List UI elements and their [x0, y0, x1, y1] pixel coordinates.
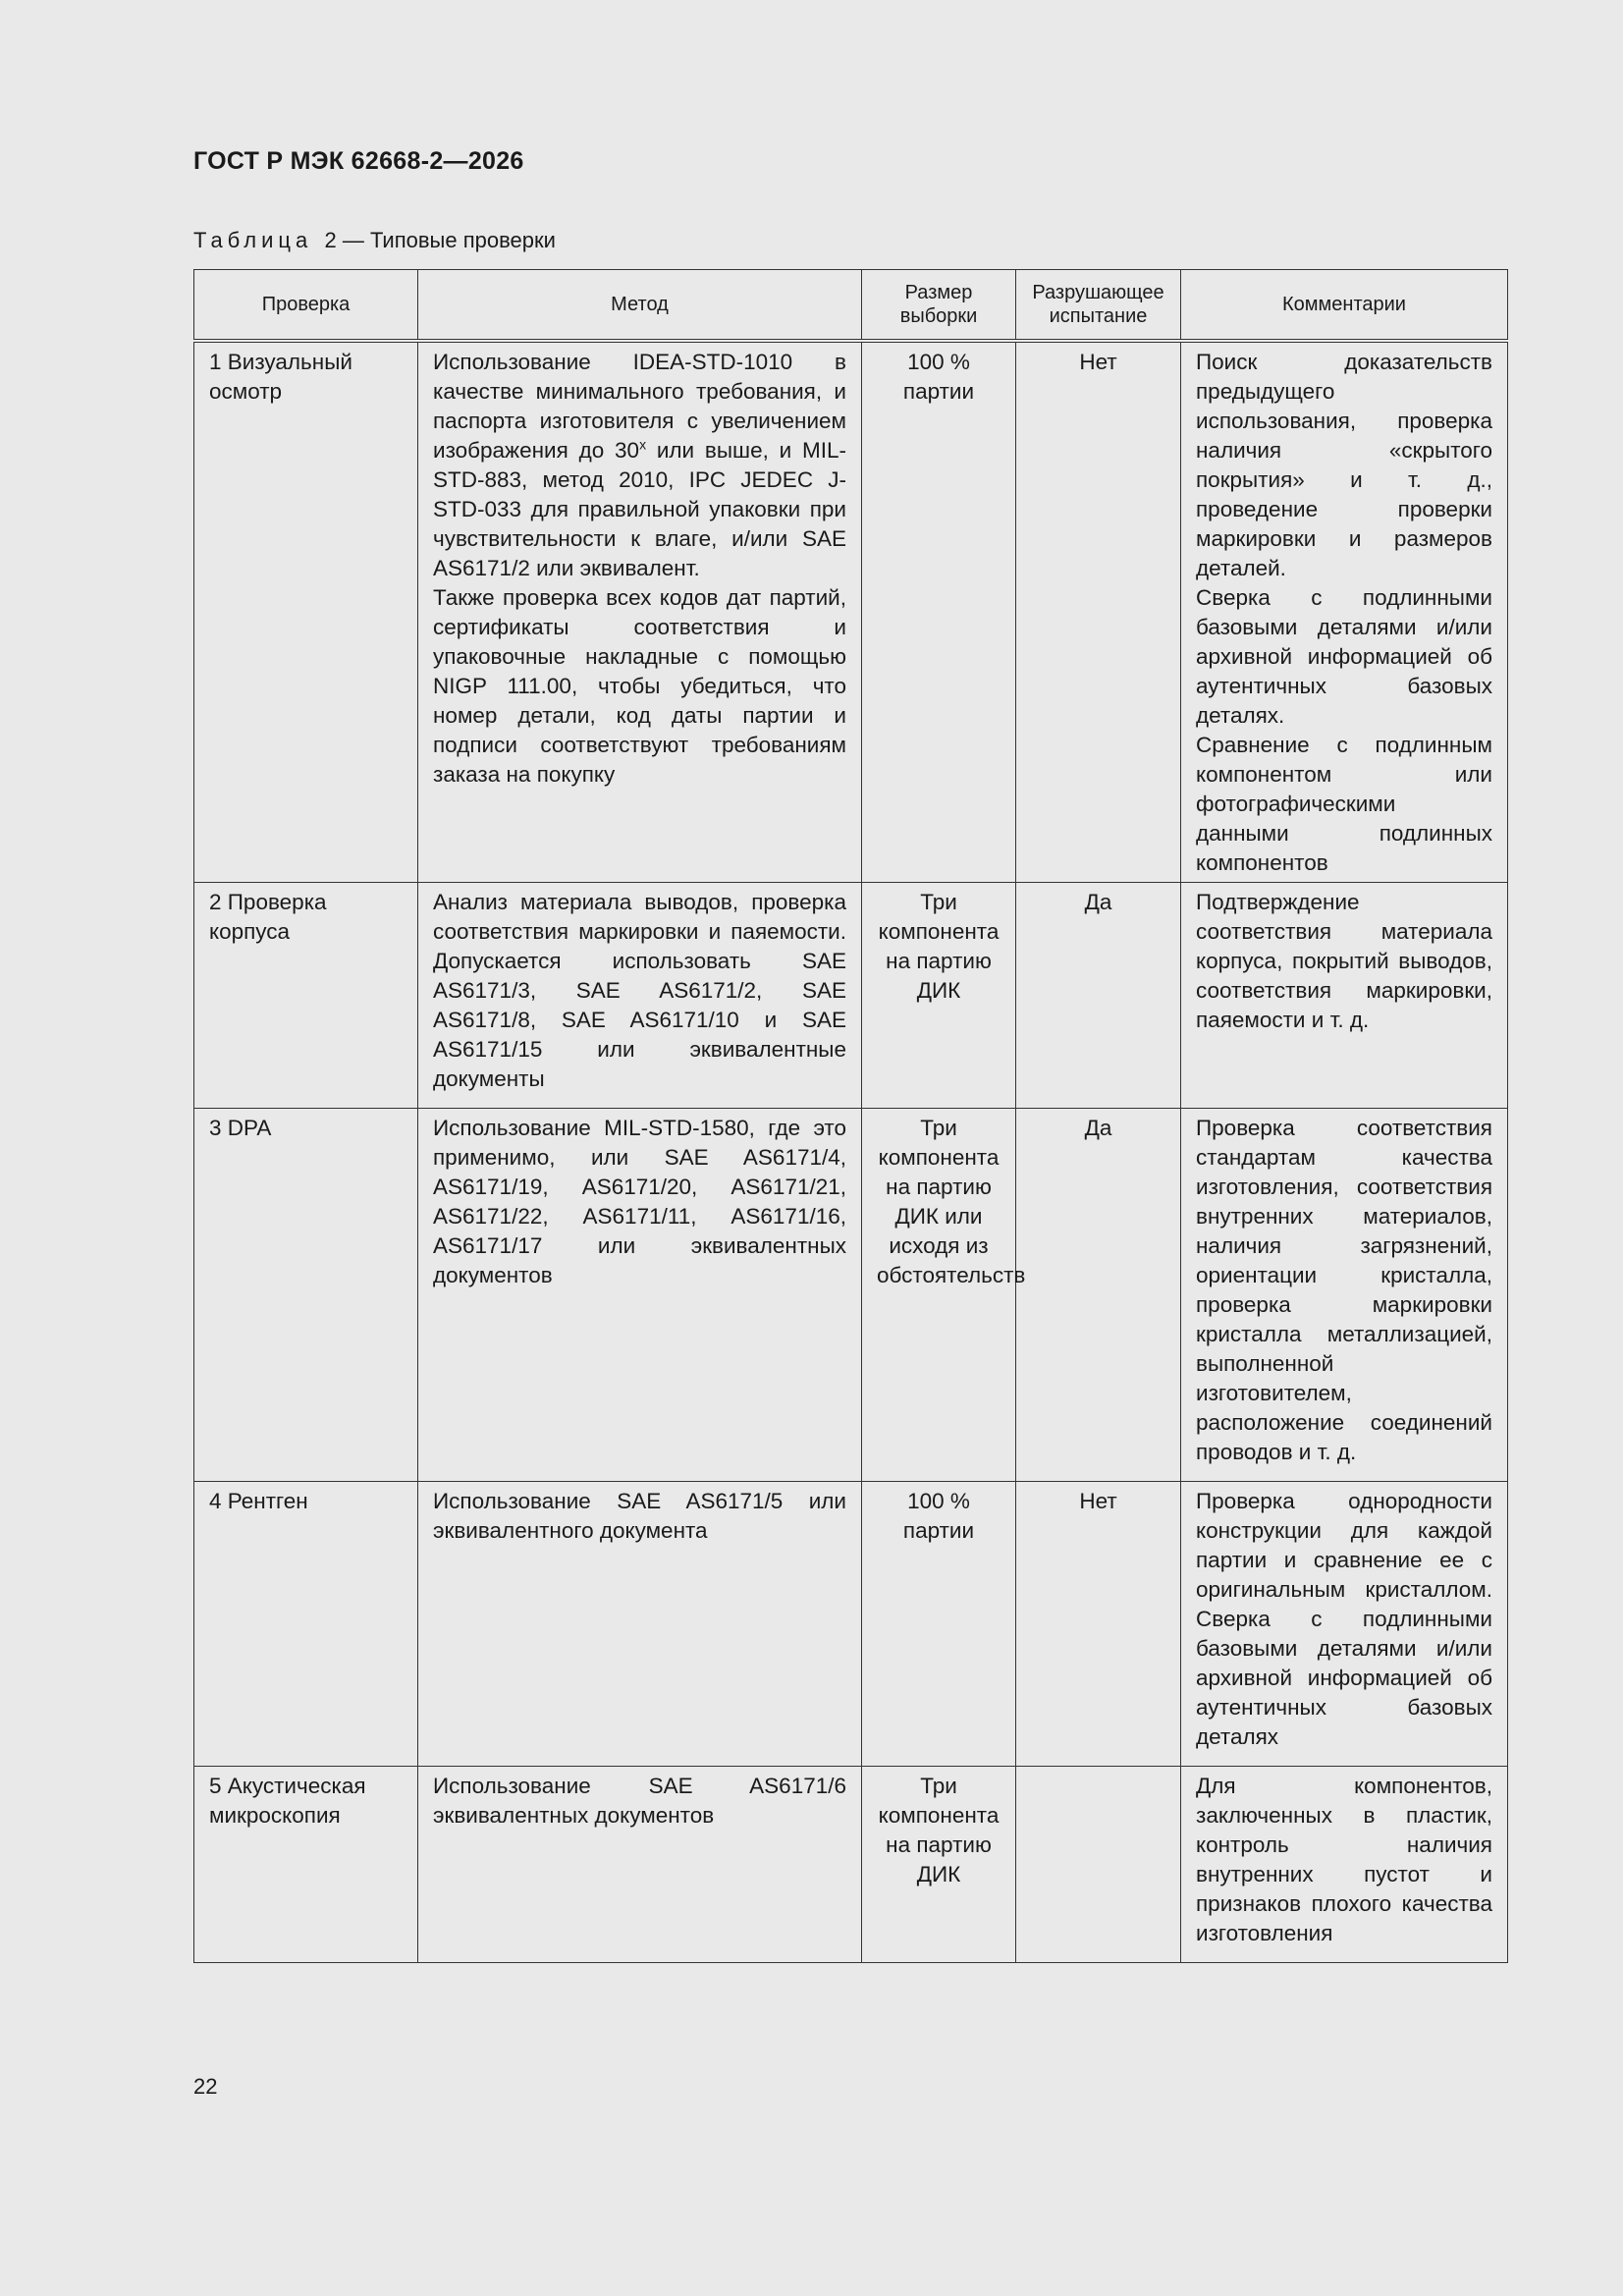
method-text: Использование IDEA-STD-1010 в качестве минимального требования, и паспорта изготовителя с увеличением изображения до 30 — [433, 350, 846, 463]
cell-sample-size: Три компонента на партию ДИК или исходя из обстоятельств — [862, 1109, 1016, 1482]
cell-method: Анализ материала выводов, проверка соответствия маркировки и паяемости. Допускается использовать SAE AS6171/3, SAE AS6171/2, SAE AS6171/8, SAE AS6171/10 и SAE AS6171/15 или эквивалентные документы — [418, 883, 862, 1109]
comment-paragraph: Сверка с подлинными базовыми деталями и/или архивной информацией об аутентичных базовых деталях. — [1196, 585, 1492, 728]
header-destructive-line2: испытание — [1049, 305, 1148, 327]
cell-comment: Для компонентов, заключенных в пластик, контроль наличия внутренних пустот и признаков плохого качества изготовления — [1181, 1767, 1508, 1963]
cell-destructive: Нет — [1016, 341, 1181, 883]
header-destructive-line1: Разрушающее — [1032, 282, 1164, 303]
table-caption — [193, 228, 556, 253]
header-comments — [1181, 270, 1508, 342]
cell-check: 5 Акустическая микроскопия — [194, 1767, 418, 1963]
cell-comment: Проверка однородности конструкции для каждой партии и сравнение ее с оригинальным кристаллом. Сверка с подлинными базовыми деталями и/или архивной информацией об аутентичных базовых деталях — [1181, 1482, 1508, 1767]
cell-destructive: Нет — [1016, 1482, 1181, 1767]
cell-sample-size: 100 % партии — [862, 341, 1016, 883]
cell-destructive — [1016, 1767, 1181, 1963]
method-paragraph: Также проверка всех кодов дат партий, сертификаты соответствия и упаковочные накладные с помощью NIGP 111.00, чтобы убедиться, что номер детали, код даты партии и подписи соответствуют требованиям заказа на покупку — [433, 585, 846, 787]
header-sample-size-line1: Размер — [904, 282, 973, 303]
header-comments-label: Комментарии — [1282, 294, 1406, 315]
table-row — [194, 1482, 1508, 1767]
page-number: 22 — [193, 2074, 218, 2099]
cell-comment: Подтверждение соответствия материала корпуса, покрытий выводов, соответствия маркировки, паяемости и т. д. — [1181, 883, 1508, 1109]
table-caption-prefix: Таблица — [193, 228, 313, 252]
table-row — [194, 883, 1508, 1109]
header-method-label: Метод — [611, 294, 669, 315]
table-header-row — [194, 270, 1508, 342]
cell-check: 4 Рентген — [194, 1482, 418, 1767]
magnification-superscript: x — [639, 436, 647, 453]
method-text: или выше, и MIL-STD-883, метод 2010, IPC JEDEC J-STD-033 для правильной упаковки при чувствительности к влаге, и/или SAE AS6171/2 или эквивалент. — [433, 438, 846, 580]
checks-table — [193, 269, 1508, 1963]
table-row — [194, 341, 1508, 883]
cell-comment — [1181, 341, 1508, 883]
document-header: ГОСТ Р МЭК 62668-2—2026 — [193, 147, 524, 175]
cell-destructive: Да — [1016, 1109, 1181, 1482]
cell-comment: Проверка соответствия стандартам качества изготовления, соответствия внутренних материалов, наличия загрязнений, ориентации кристалла, проверка маркировки кристалла металлизацией, выполненной изготовителем, расположение соединений проводов и т. д. — [1181, 1109, 1508, 1482]
cell-method: Использование SAE AS6171/5 или эквивалентного документа — [418, 1482, 862, 1767]
table-caption-text: 2 — Типовые проверки — [324, 228, 556, 252]
table-row — [194, 1767, 1508, 1963]
header-sample-size — [862, 270, 1016, 342]
cell-check: 1 Визуальный осмотр — [194, 341, 418, 883]
cell-method: Использование SAE AS6171/6 эквивалентных документов — [418, 1767, 862, 1963]
cell-check: 3 DPA — [194, 1109, 418, 1482]
cell-method — [418, 341, 862, 883]
cell-method: Использование MIL-STD-1580, где это применимо, или SAE AS6171/4, AS6171/19, AS6171/20, AS6171/21, AS6171/22, AS6171/11, AS6171/16, AS6171/17 или эквивалентных документов — [418, 1109, 862, 1482]
cell-check: 2 Проверка корпуса — [194, 883, 418, 1109]
cell-sample-size: 100 % партии — [862, 1482, 1016, 1767]
comment-paragraph: Сравнение с подлинным компонентом или фотографическими данными подлинных компонентов — [1196, 733, 1492, 875]
cell-destructive: Да — [1016, 883, 1181, 1109]
method-paragraph — [433, 348, 846, 583]
header-method — [418, 270, 862, 342]
table-row — [194, 1109, 1508, 1482]
header-sample-size-line2: выборки — [899, 305, 978, 327]
cell-sample-size: Три компонента на партию ДИК — [862, 883, 1016, 1109]
header-destructive — [1016, 270, 1181, 342]
comment-paragraph: Поиск доказательств предыдущего использования, проверка наличия «скрытого покрытия» и т. д., проведение проверки маркировки и размеров деталей. — [1196, 350, 1492, 580]
header-check — [194, 270, 418, 342]
header-check-label: Проверка — [261, 294, 351, 315]
cell-sample-size: Три компонента на партию ДИК — [862, 1767, 1016, 1963]
